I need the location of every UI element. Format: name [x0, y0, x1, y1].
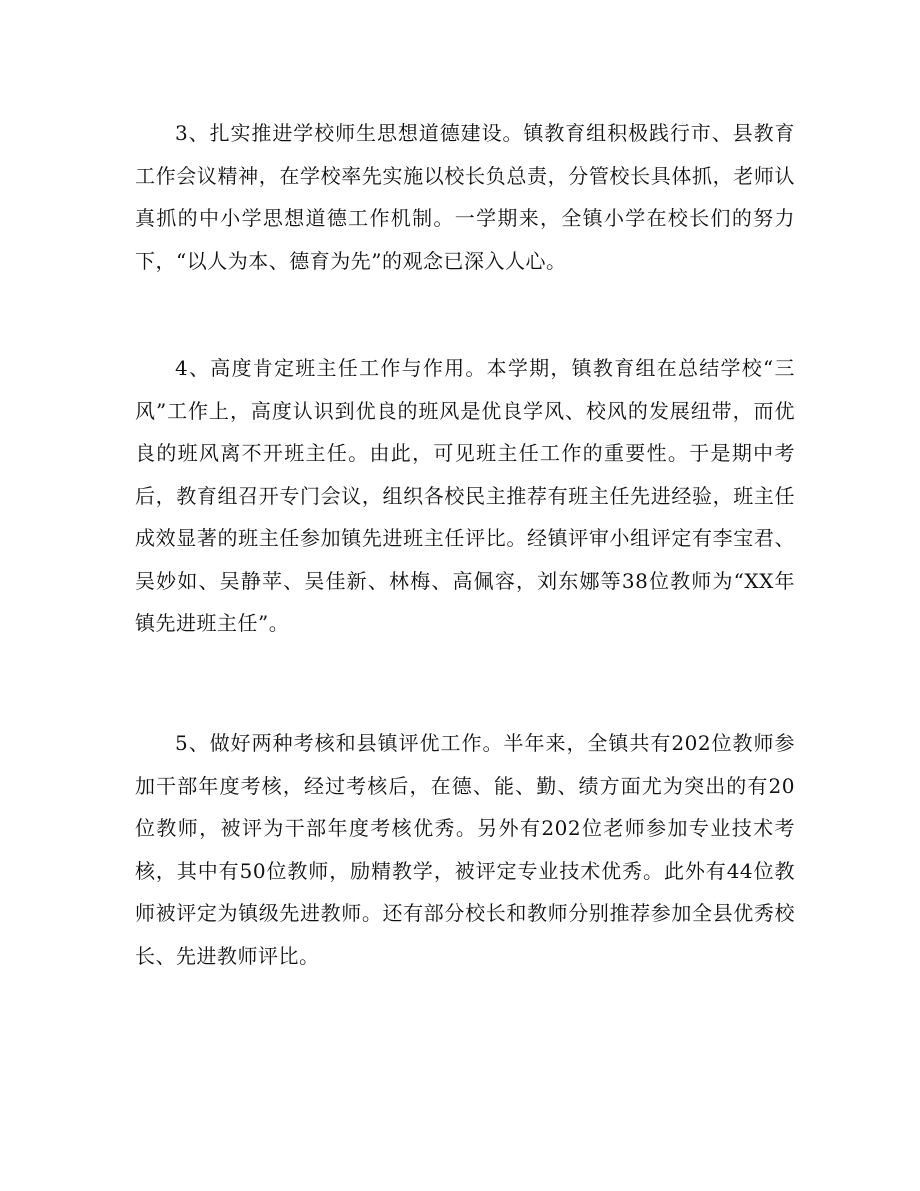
paragraph-3: 3、扎实推进学校师生思想道德建设。镇教育组积极践行市、县教育工作会议精神，在学校率先实施以校长负总责，分管校长具体抓，老师认真抓的中小学思想道德工作机制。一学期来，全镇小学在校长们的努力下，“以人为本、德育为先”的观念已深入人心。: [135, 121, 795, 273]
paragraph-4: 4、高度肯定班主任工作与作用。本学期，镇教育组在总结学校“三风”工作上，高度认识到优良的班风是优良学风、校风的发展纽带，而优良的班风离不开班主任。由此，可见班主任工作的重要性。于是期中考后，教育组召开专门会议，组织各校民主推荐有班主任先进经验，班主任成效显著的班主任参加镇先进班主任评比。经镇评审小组评定有李宝君、吴妙如、吴静苹、吴佳新、林梅、高佩容，刘东娜等38位教师为“XX年镇先进班主任”。: [135, 356, 795, 635]
paragraph-5: 5、做好两种考核和县镇评优工作。半年来，全镇共有202位教师参加干部年度考核，经过考核后，在德、能、勤、绩方面尤为突出的有20位教师，被评为干部年度考核优秀。另外有202位老师参加专业技术考核，其中有50位教师，励精教学，被评定专业技术优秀。此外有44位教师被评定为镇级先进教师。还有部分校长和教师分别推荐参加全县优秀校长、先进教师评比。: [135, 731, 795, 968]
